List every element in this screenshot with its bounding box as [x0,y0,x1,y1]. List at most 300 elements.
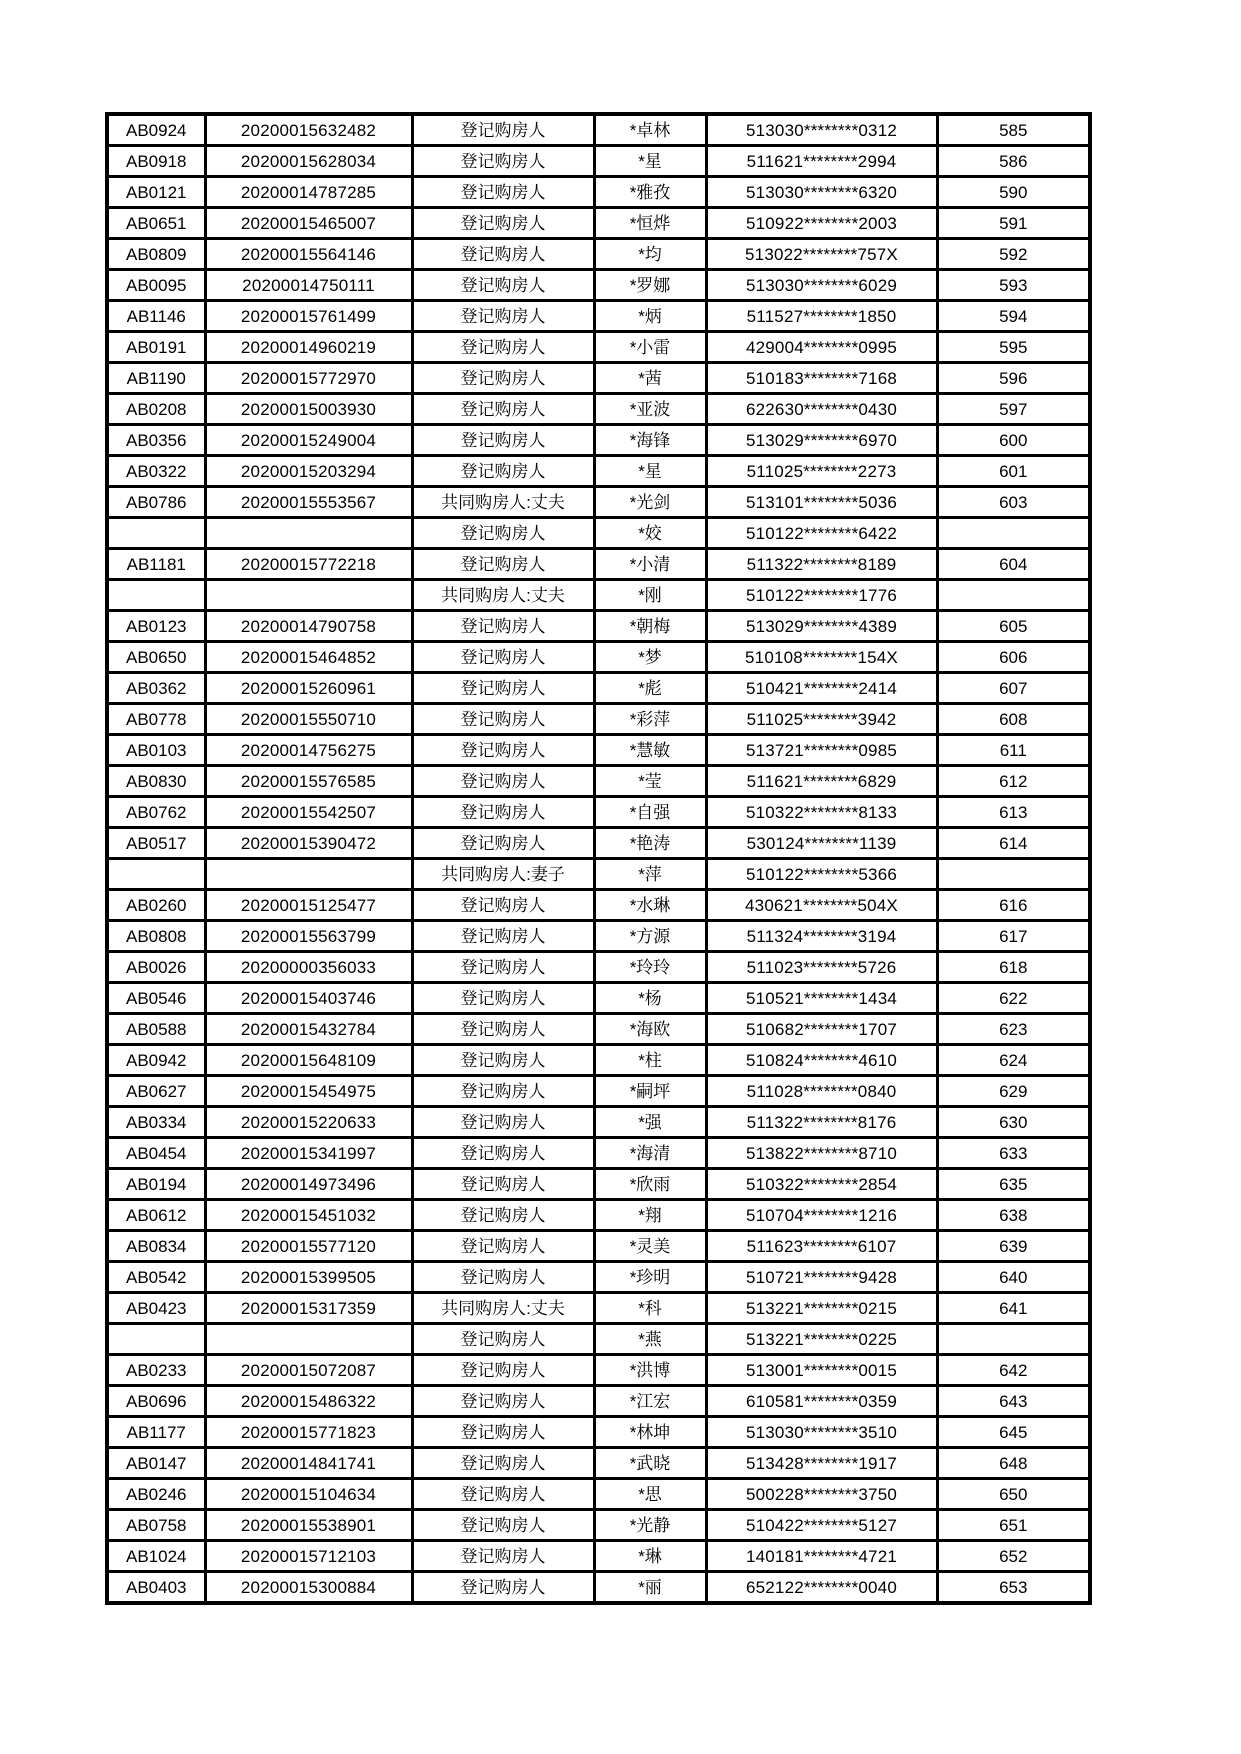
cell-role: 登记购房人 [412,766,594,797]
cell-role: 登记购房人 [412,1169,594,1200]
cell-name: *科 [594,1293,706,1324]
cell-code: AB0650 [107,642,205,673]
cell-reg_no: 20200015550710 [205,704,412,735]
table-row [107,114,1090,146]
cell-name: *光剑 [594,487,706,518]
table-row [107,332,1090,363]
cell-name: *彪 [594,673,706,704]
cell-role: 登记购房人 [412,1138,594,1169]
cell-reg_no [205,580,412,611]
cell-name: *雅孜 [594,177,706,208]
cell-id_no: 513030********6029 [706,270,937,301]
cell-code: AB0942 [107,1045,205,1076]
cell-reg_no: 20200015432784 [205,1014,412,1045]
cell-name: *艳涛 [594,828,706,859]
cell-name: *恒烨 [594,208,706,239]
cell-reg_no: 20200015125477 [205,890,412,921]
cell-role: 登记购房人 [412,1045,594,1076]
cell-id_no: 510922********2003 [706,208,937,239]
cell-id_no: 510183********7168 [706,363,937,394]
table-row [107,1479,1090,1510]
cell-code: AB0121 [107,177,205,208]
cell-role: 登记购房人 [412,1479,594,1510]
cell-reg_no: 20200015341997 [205,1138,412,1169]
cell-code: AB0233 [107,1355,205,1386]
cell-code: AB0026 [107,952,205,983]
cell-role: 登记购房人 [412,952,594,983]
cell-reg_no: 20200015403746 [205,983,412,1014]
cell-serial: 633 [937,1138,1090,1169]
cell-serial [937,1324,1090,1355]
cell-id_no: 610581********0359 [706,1386,937,1417]
cell-name: *萍 [594,859,706,890]
cell-role: 登记购房人 [412,208,594,239]
cell-code: AB0830 [107,766,205,797]
cell-id_no: 511322********8189 [706,549,937,580]
table-row [107,704,1090,735]
cell-role: 共同购房人:丈夫 [412,580,594,611]
cell-name: *均 [594,239,706,270]
table-row [107,146,1090,177]
cell-code: AB0423 [107,1293,205,1324]
table-row [107,239,1090,270]
cell-serial: 603 [937,487,1090,518]
cell-serial: 653 [937,1572,1090,1604]
cell-role: 登记购房人 [412,704,594,735]
cell-name: *茜 [594,363,706,394]
cell-code [107,1324,205,1355]
cell-reg_no: 20200015317359 [205,1293,412,1324]
cell-id_no: 510521********1434 [706,983,937,1014]
cell-code: AB1177 [107,1417,205,1448]
cell-code: AB0103 [107,735,205,766]
cell-name: *姣 [594,518,706,549]
cell-reg_no [205,859,412,890]
cell-code: AB0403 [107,1572,205,1604]
cell-reg_no: 20200015772970 [205,363,412,394]
table-row [107,1355,1090,1386]
cell-code: AB0454 [107,1138,205,1169]
cell-id_no: 622630********0430 [706,394,937,425]
table-row [107,735,1090,766]
cell-name: *燕 [594,1324,706,1355]
cell-code: AB0918 [107,146,205,177]
cell-code: AB0588 [107,1014,205,1045]
cell-reg_no: 20200014841741 [205,1448,412,1479]
cell-reg_no: 20200015563799 [205,921,412,952]
cell-code: AB0356 [107,425,205,456]
cell-name: *梦 [594,642,706,673]
cell-name: *强 [594,1107,706,1138]
cell-code: AB0627 [107,1076,205,1107]
table-row [107,1324,1090,1355]
cell-name: *翔 [594,1200,706,1231]
cell-reg_no: 20200015390472 [205,828,412,859]
cell-code: AB1181 [107,549,205,580]
table-row [107,1231,1090,1262]
cell-code [107,859,205,890]
cell-reg_no: 20200015260961 [205,673,412,704]
cell-name: *星 [594,146,706,177]
cell-serial: 594 [937,301,1090,332]
table-row [107,673,1090,704]
cell-role: 登记购房人 [412,425,594,456]
cell-serial: 623 [937,1014,1090,1045]
cell-serial: 600 [937,425,1090,456]
cell-role: 登记购房人 [412,270,594,301]
cell-name: *欣雨 [594,1169,706,1200]
table-row [107,1138,1090,1169]
cell-code: AB0778 [107,704,205,735]
table-row [107,487,1090,518]
table-row [107,611,1090,642]
cell-reg_no: 20200015300884 [205,1572,412,1604]
cell-id_no: 510122********6422 [706,518,937,549]
cell-name: *卓林 [594,114,706,146]
cell-serial: 614 [937,828,1090,859]
table-row [107,890,1090,921]
cell-role: 登记购房人 [412,394,594,425]
cell-code: AB0322 [107,456,205,487]
cell-id_no: 513029********4389 [706,611,937,642]
table-row [107,1541,1090,1572]
cell-reg_no: 20200015220633 [205,1107,412,1138]
cell-name: *刚 [594,580,706,611]
buyer-registration-table [105,112,1092,1605]
cell-reg_no: 20200015648109 [205,1045,412,1076]
cell-id_no: 652122********0040 [706,1572,937,1604]
cell-serial: 593 [937,270,1090,301]
cell-code: AB0758 [107,1510,205,1541]
cell-serial: 597 [937,394,1090,425]
cell-code: AB0834 [107,1231,205,1262]
cell-name: *洪博 [594,1355,706,1386]
cell-code: AB0147 [107,1448,205,1479]
table-row [107,1417,1090,1448]
cell-role: 登记购房人 [412,146,594,177]
cell-role: 登记购房人 [412,1262,594,1293]
table-row [107,766,1090,797]
cell-id_no: 510108********154X [706,642,937,673]
cell-reg_no: 20200014790758 [205,611,412,642]
cell-role: 登记购房人 [412,797,594,828]
cell-role: 登记购房人 [412,332,594,363]
cell-role: 登记购房人 [412,114,594,146]
table-row [107,425,1090,456]
table-row [107,828,1090,859]
cell-role: 登记购房人 [412,456,594,487]
cell-role: 登记购房人 [412,735,594,766]
cell-serial: 629 [937,1076,1090,1107]
cell-reg_no: 20200014973496 [205,1169,412,1200]
cell-reg_no: 20200015451032 [205,1200,412,1231]
cell-serial [937,580,1090,611]
cell-reg_no: 20200015772218 [205,549,412,580]
cell-name: *小清 [594,549,706,580]
cell-id_no: 513221********0225 [706,1324,937,1355]
cell-id_no: 510421********2414 [706,673,937,704]
cell-id_no: 513030********6320 [706,177,937,208]
cell-reg_no: 20200000356033 [205,952,412,983]
cell-role: 登记购房人 [412,642,594,673]
cell-serial: 640 [937,1262,1090,1293]
table-row [107,518,1090,549]
cell-serial: 613 [937,797,1090,828]
cell-role: 登记购房人 [412,549,594,580]
table-row [107,1200,1090,1231]
cell-code: AB0808 [107,921,205,952]
table-row [107,394,1090,425]
cell-id_no: 511023********5726 [706,952,937,983]
cell-name: *杨 [594,983,706,1014]
cell-serial: 611 [937,735,1090,766]
cell-name: *珍明 [594,1262,706,1293]
cell-serial: 630 [937,1107,1090,1138]
cell-role: 登记购房人 [412,177,594,208]
cell-id_no: 511025********2273 [706,456,937,487]
cell-role: 登记购房人 [412,239,594,270]
cell-name: *思 [594,1479,706,1510]
cell-name: *光静 [594,1510,706,1541]
cell-id_no: 511025********3942 [706,704,937,735]
cell-id_no: 511621********6829 [706,766,937,797]
table-row [107,1014,1090,1045]
cell-name: *自强 [594,797,706,828]
table-row [107,456,1090,487]
cell-id_no: 511527********1850 [706,301,937,332]
cell-role: 登记购房人 [412,1510,594,1541]
cell-serial: 592 [937,239,1090,270]
table-row [107,642,1090,673]
cell-reg_no: 20200015538901 [205,1510,412,1541]
table-row [107,983,1090,1014]
cell-name: *林坤 [594,1417,706,1448]
cell-reg_no: 20200015761499 [205,301,412,332]
cell-role: 登记购房人 [412,363,594,394]
cell-name: *方源 [594,921,706,952]
cell-reg_no: 20200014750111 [205,270,412,301]
cell-name: *星 [594,456,706,487]
cell-id_no: 513030********3510 [706,1417,937,1448]
cell-code: AB0123 [107,611,205,642]
cell-serial: 624 [937,1045,1090,1076]
cell-id_no: 430621********504X [706,890,937,921]
cell-role: 登记购房人 [412,673,594,704]
table-row [107,270,1090,301]
cell-serial: 648 [937,1448,1090,1479]
cell-role: 登记购房人 [412,1448,594,1479]
cell-role: 登记购房人 [412,518,594,549]
cell-code: AB0546 [107,983,205,1014]
cell-serial: 618 [937,952,1090,983]
cell-role: 登记购房人 [412,983,594,1014]
cell-code: AB0246 [107,1479,205,1510]
table-row [107,859,1090,890]
cell-serial: 596 [937,363,1090,394]
cell-role: 登记购房人 [412,1386,594,1417]
cell-code: AB0542 [107,1262,205,1293]
cell-name: *江宏 [594,1386,706,1417]
cell-name: *朝梅 [594,611,706,642]
table-row [107,797,1090,828]
cell-id_no: 510682********1707 [706,1014,937,1045]
cell-code [107,580,205,611]
cell-serial: 635 [937,1169,1090,1200]
cell-id_no: 429004********0995 [706,332,937,363]
table-row [107,1045,1090,1076]
cell-serial: 641 [937,1293,1090,1324]
cell-reg_no: 20200015542507 [205,797,412,828]
table-row [107,580,1090,611]
table-row [107,1107,1090,1138]
cell-role: 共同购房人:丈夫 [412,1293,594,1324]
cell-id_no: 510322********8133 [706,797,937,828]
cell-id_no: 511028********0840 [706,1076,937,1107]
cell-serial: 591 [937,208,1090,239]
cell-serial: 617 [937,921,1090,952]
cell-role: 登记购房人 [412,828,594,859]
cell-code: AB0191 [107,332,205,363]
cell-reg_no [205,518,412,549]
cell-role: 登记购房人 [412,1417,594,1448]
cell-serial: 586 [937,146,1090,177]
cell-serial: 652 [937,1541,1090,1572]
table-row [107,549,1090,580]
table-row [107,1293,1090,1324]
cell-name: *亚波 [594,394,706,425]
cell-serial: 643 [937,1386,1090,1417]
cell-serial: 585 [937,114,1090,146]
cell-id_no: 510824********4610 [706,1045,937,1076]
cell-serial: 595 [937,332,1090,363]
cell-role: 登记购房人 [412,611,594,642]
cell-serial: 642 [937,1355,1090,1386]
cell-role: 登记购房人 [412,1541,594,1572]
cell-code: AB0762 [107,797,205,828]
cell-serial [937,518,1090,549]
cell-id_no: 513101********5036 [706,487,937,518]
cell-code: AB0924 [107,114,205,146]
cell-id_no: 510122********1776 [706,580,937,611]
cell-id_no: 513221********0215 [706,1293,937,1324]
cell-reg_no: 20200015464852 [205,642,412,673]
cell-name: *海欧 [594,1014,706,1045]
cell-reg_no: 20200015564146 [205,239,412,270]
cell-code: AB0651 [107,208,205,239]
cell-name: *武晓 [594,1448,706,1479]
table-row [107,177,1090,208]
cell-name: *水琳 [594,890,706,921]
cell-code: AB1146 [107,301,205,332]
cell-reg_no: 20200014960219 [205,332,412,363]
cell-reg_no: 20200015628034 [205,146,412,177]
cell-role: 登记购房人 [412,921,594,952]
cell-name: *丽 [594,1572,706,1604]
table-row [107,1262,1090,1293]
cell-name: *柱 [594,1045,706,1076]
table-row [107,1169,1090,1200]
cell-code: AB0786 [107,487,205,518]
table-row [107,921,1090,952]
cell-name: *彩萍 [594,704,706,735]
cell-code: AB0612 [107,1200,205,1231]
cell-serial: 604 [937,549,1090,580]
cell-id_no: 511623********6107 [706,1231,937,1262]
cell-role: 登记购房人 [412,1231,594,1262]
cell-serial: 616 [937,890,1090,921]
table-row [107,363,1090,394]
cell-code: AB1190 [107,363,205,394]
cell-name: *嗣坪 [594,1076,706,1107]
cell-name: *海锋 [594,425,706,456]
cell-id_no: 510422********5127 [706,1510,937,1541]
cell-code: AB0194 [107,1169,205,1200]
table-body [107,114,1090,1603]
cell-serial: 638 [937,1200,1090,1231]
cell-code: AB0809 [107,239,205,270]
cell-reg_no: 20200015072087 [205,1355,412,1386]
cell-reg_no: 20200015576585 [205,766,412,797]
cell-reg_no: 20200014787285 [205,177,412,208]
cell-serial: 606 [937,642,1090,673]
cell-serial: 605 [937,611,1090,642]
cell-id_no: 513030********0312 [706,114,937,146]
cell-serial: 622 [937,983,1090,1014]
cell-role: 登记购房人 [412,1076,594,1107]
cell-reg_no [205,1324,412,1355]
cell-role: 共同购房人:丈夫 [412,487,594,518]
cell-id_no: 500228********3750 [706,1479,937,1510]
cell-code: AB0334 [107,1107,205,1138]
table-row [107,208,1090,239]
cell-role: 登记购房人 [412,890,594,921]
cell-serial: 645 [937,1417,1090,1448]
cell-id_no: 513822********8710 [706,1138,937,1169]
cell-id_no: 530124********1139 [706,828,937,859]
cell-name: *慧敏 [594,735,706,766]
cell-name: *小雷 [594,332,706,363]
cell-role: 共同购房人:妻子 [412,859,594,890]
cell-code: AB1024 [107,1541,205,1572]
cell-serial: 607 [937,673,1090,704]
cell-reg_no: 20200015399505 [205,1262,412,1293]
cell-reg_no: 20200015577120 [205,1231,412,1262]
cell-serial: 651 [937,1510,1090,1541]
cell-code [107,518,205,549]
cell-reg_no: 20200015632482 [205,114,412,146]
cell-id_no: 513721********0985 [706,735,937,766]
cell-role: 登记购房人 [412,1014,594,1045]
cell-role: 登记购房人 [412,1324,594,1355]
cell-role: 登记购房人 [412,1355,594,1386]
cell-code: AB0362 [107,673,205,704]
table-row [107,1448,1090,1479]
cell-role: 登记购房人 [412,1107,594,1138]
cell-code: AB0208 [107,394,205,425]
cell-reg_no: 20200015003930 [205,394,412,425]
cell-id_no: 510122********5366 [706,859,937,890]
cell-id_no: 511322********8176 [706,1107,937,1138]
cell-id_no: 510704********1216 [706,1200,937,1231]
cell-reg_no: 20200015465007 [205,208,412,239]
cell-code: AB0696 [107,1386,205,1417]
cell-id_no: 510322********2854 [706,1169,937,1200]
cell-reg_no: 20200015486322 [205,1386,412,1417]
cell-reg_no: 20200015249004 [205,425,412,456]
cell-code: AB0095 [107,270,205,301]
cell-id_no: 513029********6970 [706,425,937,456]
cell-name: *罗娜 [594,270,706,301]
